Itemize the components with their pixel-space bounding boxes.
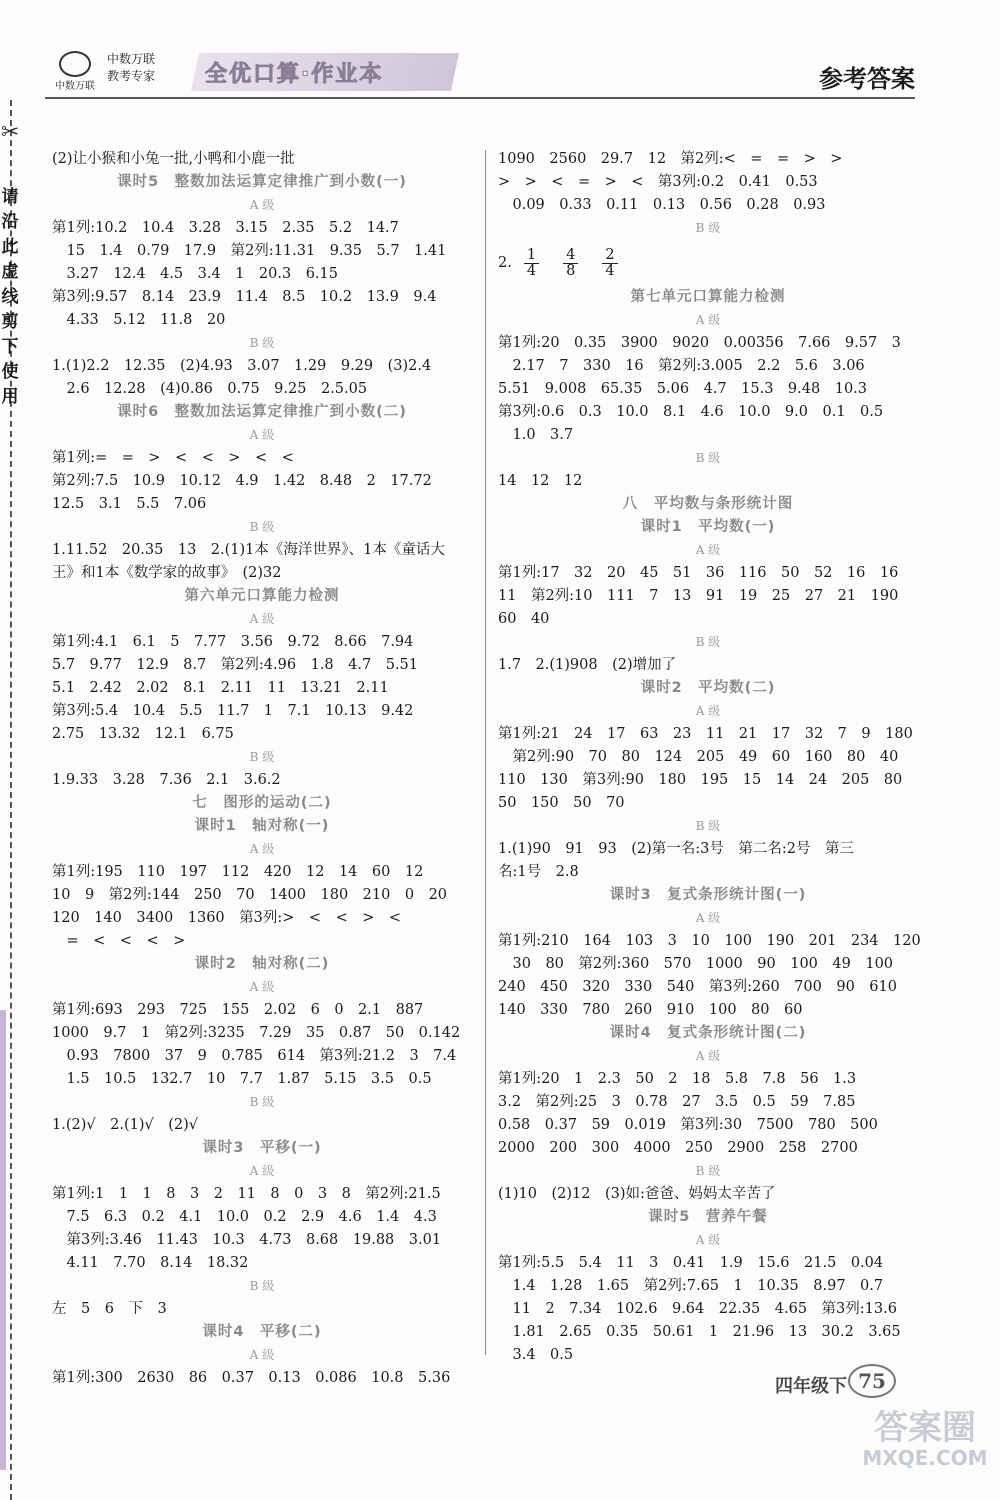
level-label: A 级 bbox=[695, 911, 721, 925]
cut-notice: 请沿此虚线剪下使用 bbox=[1, 187, 19, 407]
level-label: B 级 bbox=[695, 819, 721, 833]
watermark-sub: MXQE.COM bbox=[862, 1446, 988, 1470]
answer-line: 2.75 13.32 12.1 6.75 bbox=[52, 726, 234, 742]
section-heading: 课时3 复式条形统计图(一) bbox=[609, 887, 807, 903]
answer-line: 第3列:9.57 8.14 23.9 11.4 8.5 10.2 13.9 9.4 bbox=[52, 289, 437, 305]
level-label: B 级 bbox=[249, 1279, 275, 1293]
answer-line: 4.33 5.12 11.8 20 bbox=[52, 312, 226, 328]
scissors-icon: ✂ bbox=[1, 120, 20, 145]
fraction bbox=[602, 248, 617, 279]
logo-emblem-icon bbox=[59, 51, 91, 77]
answer-line: 第1列:20 1 2.3 50 2 18 5.8 7.8 56 1.3 bbox=[498, 1071, 857, 1087]
answer-line: 第1列:300 2630 86 0.37 0.13 0.086 10.8 5.36 bbox=[52, 1370, 451, 1386]
answer-line: 12.5 3.1 5.5 7.06 bbox=[52, 496, 207, 512]
answer-line: 第1列:195 110 197 112 420 12 14 60 12 bbox=[52, 864, 424, 880]
level-label: A 级 bbox=[249, 980, 275, 994]
answer-line: 第1列:17 32 20 45 51 36 116 50 52 16 16 bbox=[498, 565, 899, 581]
level-label: B 级 bbox=[695, 1164, 721, 1178]
answer-line: 第1列:5.5 5.4 11 3 0.41 1.9 15.6 21.5 0.04 bbox=[498, 1255, 884, 1271]
level-label: A 级 bbox=[249, 1348, 275, 1362]
level-label: A 级 bbox=[249, 428, 275, 442]
publisher-logo bbox=[45, 51, 105, 91]
answer-line: 11 2 7.34 102.6 9.64 22.35 4.65 第3列:13.6 bbox=[498, 1301, 897, 1317]
answer-line: 30 80 第2列:360 570 1000 90 100 49 100 bbox=[498, 956, 894, 972]
answer-line: 3.2 第2列:25 3 0.78 27 3.5 0.5 59 7.85 bbox=[498, 1094, 856, 1110]
answer-line: 2.6 12.28 (4)0.86 0.75 9.25 2.5.05 bbox=[52, 381, 368, 397]
answer-line: 第1列:693 293 725 155 2.02 6 0 2.1 887 bbox=[52, 1002, 424, 1018]
answer-line: 3.27 12.4 4.5 3.4 1 20.3 6.15 bbox=[52, 266, 338, 282]
answer-line: 第3列:0.6 0.3 10.0 8.1 4.6 10.0 9.0 0.1 0.5 bbox=[498, 404, 884, 420]
answer-line: 第1列:10.2 10.4 3.28 3.15 2.35 5.2 14.7 bbox=[52, 220, 399, 236]
logo-text: 中数万联 bbox=[55, 81, 95, 92]
answer-line: 60 40 bbox=[498, 611, 550, 627]
column-divider bbox=[485, 150, 486, 1355]
header-rule bbox=[45, 97, 915, 99]
section-heading: 课时3 平移(一) bbox=[202, 1140, 322, 1156]
section-heading: 课时2 平均数(二) bbox=[640, 680, 776, 696]
answer-line: 5.1 2.42 2.02 8.1 2.11 11 13.21 2.11 bbox=[52, 680, 389, 696]
section-heading: 第七单元口算能力检测 bbox=[630, 289, 786, 305]
answer-line: 3.4 0.5 bbox=[498, 1347, 574, 1363]
level-label: B 级 bbox=[249, 750, 275, 764]
answer-line: 0.93 7800 37 9 0.785 614 第3列:21.2 3 7.4 bbox=[52, 1048, 457, 1064]
answer-line: 第1列:1 1 1 8 3 2 11 8 0 3 8 第2列:21.5 bbox=[52, 1186, 441, 1202]
answer-line: 第2列:7.5 10.9 10.12 4.9 1.42 8.48 2 17.72 bbox=[52, 473, 432, 489]
answer-line: 第2列:90 70 80 124 205 49 60 160 80 40 bbox=[498, 749, 899, 765]
answer-line: 1000 9.7 1 第2列:3235 7.29 35 0.87 50 0.142 bbox=[52, 1025, 461, 1041]
answer-number: 2. bbox=[498, 255, 512, 271]
level-label: A 级 bbox=[695, 313, 721, 327]
answer-line: 1.9.33 3.28 7.36 2.1 3.6.2 bbox=[52, 772, 281, 788]
answer-line: 1.4 1.28 1.65 第2列:7.65 1 10.35 8.97 0.7 bbox=[498, 1278, 884, 1294]
answer-line: 第1列:20 0.35 3900 9020 0.00356 7.66 9.57 3 bbox=[498, 335, 901, 351]
fraction-denominator: 4 bbox=[526, 262, 537, 279]
answer-line: 110 130 第3列:90 180 195 15 14 24 205 80 bbox=[498, 772, 903, 788]
section-heading: 课时5 整数加法运算定律推广到小数(一) bbox=[117, 174, 407, 190]
fraction-denominator: 8 bbox=[566, 262, 576, 279]
answer-line: 140 330 780 260 910 100 80 60 bbox=[498, 1002, 803, 1018]
answer-line: 14 12 12 bbox=[498, 473, 583, 489]
fraction-numerator: 2 bbox=[602, 248, 617, 264]
brand-line1: 中数万联 bbox=[107, 52, 156, 66]
level-label: B 级 bbox=[249, 1095, 275, 1109]
brand-line2: 教考专家 bbox=[107, 69, 156, 83]
level-label: A 级 bbox=[695, 1233, 721, 1247]
section-heading: 课时6 整数加法运算定律推广到小数(二) bbox=[117, 404, 407, 420]
fraction bbox=[563, 248, 578, 279]
answer-line: 第1列:4.1 6.1 5 7.77 3.56 9.72 8.66 7.94 bbox=[52, 634, 414, 650]
series-title: 全优口算·作业本 bbox=[205, 62, 384, 87]
answer-line: 1.(2)√ 2.(1)√ (2)√ bbox=[52, 1117, 199, 1133]
left-answer-column bbox=[52, 148, 472, 1390]
right-answer-column bbox=[498, 148, 921, 1367]
answer-line: 0.58 0.37 59 0.019 第3列:30 7500 780 500 bbox=[498, 1117, 878, 1133]
section-heading: 课时4 复式条形统计图(二) bbox=[609, 1025, 807, 1041]
section-heading: 八 平均数与条形统计图 bbox=[622, 496, 794, 512]
fraction bbox=[524, 248, 539, 279]
answer-line: 50 150 50 70 bbox=[498, 795, 625, 811]
level-label: A 级 bbox=[249, 612, 275, 626]
watermark-logo bbox=[860, 1400, 990, 1475]
answer-line: 1.7 2.(1)908 (2)增加了 bbox=[498, 657, 677, 673]
fraction-denominator: 4 bbox=[605, 262, 615, 279]
fraction-answer-line bbox=[498, 240, 918, 286]
answer-line: 0.09 0.33 0.11 0.13 0.56 0.28 0.93 bbox=[498, 197, 826, 213]
page-title: 参考答案 bbox=[819, 65, 915, 93]
answer-line: 左 5 6 下 3 bbox=[52, 1301, 167, 1317]
level-label: A 级 bbox=[249, 198, 275, 212]
answer-line: 1.81 2.65 0.35 50.61 1 21.96 13 30.2 3.65 bbox=[498, 1324, 901, 1340]
level-label: A 级 bbox=[249, 1164, 275, 1178]
section-heading: 第六单元口算能力检测 bbox=[184, 588, 340, 604]
answer-line: (1)10 (2)12 (3)如:爸爸、妈妈太辛苦了 bbox=[498, 1186, 776, 1202]
answer-line: 120 140 3400 1360 第3列:> < < > < bbox=[52, 910, 402, 926]
section-heading: 课时1 平均数(一) bbox=[640, 519, 776, 535]
answer-line: 11 第2列:10 111 7 13 91 19 25 27 21 190 bbox=[498, 588, 899, 604]
level-label: A 级 bbox=[249, 842, 275, 856]
answer-line: 7.5 6.3 0.2 4.1 10.0 0.2 2.9 4.6 1.4 4.3 bbox=[52, 1209, 437, 1225]
answer-line: 1090 2560 29.7 12 第2列:< = = > > bbox=[498, 151, 843, 167]
level-label: B 级 bbox=[249, 336, 275, 350]
edge-color-bar bbox=[0, 1010, 6, 1470]
answer-line: 10 9 第2列:144 250 70 1400 180 210 0 20 bbox=[52, 887, 448, 903]
level-label: A 级 bbox=[695, 543, 721, 557]
answer-line: = < < < > bbox=[52, 933, 186, 949]
level-label: A 级 bbox=[695, 1049, 721, 1063]
level-label: B 级 bbox=[249, 520, 275, 534]
answer-line: > > < = > < 第3列:0.2 0.41 0.53 bbox=[498, 174, 818, 190]
answer-line: 4.11 7.70 8.14 18.32 bbox=[52, 1255, 249, 1271]
answer-line: 1.(1)2.2 12.35 (2)4.93 3.07 1.29 9.29 (3)2.4 bbox=[52, 358, 432, 374]
level-label: B 级 bbox=[695, 451, 721, 465]
answer-line: 第3列:3.46 11.43 10.3 4.73 8.68 19.88 3.01 bbox=[52, 1232, 442, 1248]
answer-line: 5.51 9.008 65.35 5.06 4.7 15.3 9.48 10.3 bbox=[498, 381, 868, 397]
level-label: B 级 bbox=[695, 635, 721, 649]
answer-line: 1.11.52 20.35 13 2.(1)1本《海洋世界》、1本《童话大 bbox=[52, 542, 445, 558]
answer-line: 1.(1)90 91 93 (2)第一名:3号 第二名:2号 第三 bbox=[498, 841, 854, 857]
page-header bbox=[45, 45, 915, 101]
answer-line: 5.7 9.77 12.9 8.7 第2列:4.96 1.8 4.7 5.51 bbox=[52, 657, 418, 673]
answer-line: 名:1号 2.8 bbox=[498, 864, 579, 880]
section-heading: 七 图形的运动(二) bbox=[192, 795, 332, 811]
section-heading: 课时2 轴对称(二) bbox=[194, 956, 330, 972]
watermark-main: 答案圈 bbox=[874, 1408, 976, 1448]
level-label: A 级 bbox=[695, 704, 721, 718]
answer-line: 1.0 3.7 bbox=[498, 427, 574, 443]
brand-name bbox=[107, 51, 155, 85]
answer-line: 第1列:210 164 103 3 10 100 190 201 234 120 bbox=[498, 933, 921, 949]
answer-line: 15 1.4 0.79 17.9 第2列:11.31 9.35 5.7 1.41 bbox=[52, 243, 447, 259]
section-heading: 课时4 平移(二) bbox=[202, 1324, 322, 1340]
answer-line: 2000 200 300 4000 250 2900 258 2700 bbox=[498, 1140, 858, 1156]
answer-line: 2.17 7 330 16 第2列:3.005 2.2 5.6 3.06 bbox=[498, 358, 865, 374]
answer-line: 第3列:5.4 10.4 5.5 11.7 1 7.1 10.13 9.42 bbox=[52, 703, 414, 719]
fraction-numerator: 1 bbox=[524, 248, 539, 264]
answer-line: 240 450 320 330 540 第3列:260 700 90 610 bbox=[498, 979, 897, 995]
fraction-numerator: 4 bbox=[563, 248, 578, 264]
section-heading: 课时1 轴对称(一) bbox=[194, 818, 330, 834]
grade-label: 四年级下 bbox=[775, 1376, 847, 1397]
answer-line: (2)让小猴和小兔一批,小鸭和小鹿一批 bbox=[52, 151, 295, 167]
level-label: B 级 bbox=[695, 221, 721, 235]
answer-line: 王》和1本《数学家的故事》 (2)32 bbox=[52, 565, 282, 581]
section-heading: 课时5 营养午餐 bbox=[648, 1209, 768, 1225]
answer-line: 1.5 10.5 132.7 10 7.7 1.87 5.15 3.5 0.5 bbox=[52, 1071, 432, 1087]
answer-line: 第1列:21 24 17 63 23 11 21 17 32 7 9 180 bbox=[498, 726, 913, 742]
page-number: 75 bbox=[848, 1364, 896, 1398]
answer-line: 第1列:= = > < < > < < bbox=[52, 450, 294, 466]
